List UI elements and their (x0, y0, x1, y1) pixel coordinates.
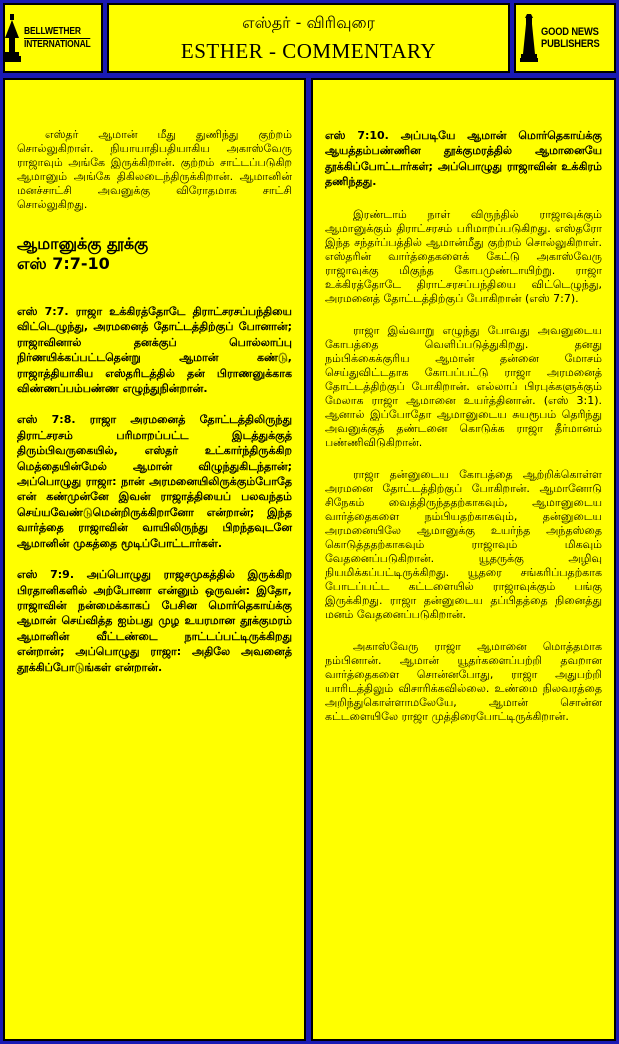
intro-paragraph: எஸ்தர் ஆமான் மீது துணிந்து குற்றம் சொல்லுகிறாள். நியாயாதிபதியாகிய அகாஸ்வேரு ராஜாவும் அங்கே இருக்கிறான். குற்றம் சாட்டப்படுகிற ஆமானும் அங்கே திகிலடைந்திருக்கிறான். ஆமானின் மனச்சாட்சி அவனுக்கு விரோதமாக சாட்சி சொல்லுகிறது. (17, 128, 292, 211)
section-heading (17, 234, 292, 274)
right-column (311, 78, 616, 1041)
commentary-paragraph-4: அகாஸ்வேரு ராஜா ஆமானை மொத்தமாக நம்பினான். ஆமான் யூதர்களைப்பற்றி தவறான வார்த்தைகளை சொன்னபோது, ராஜா அதுபற்றி யாரிடத்திலும் விசாரிக்கவில்லை. உண்மை நிலவரத்தை அறிந்துகொள்ளாமலேயே, ஆமான் சொன்ன கட்டளையிலே ராஜா முத்திரைபோட்டிருக்கிறான். (325, 639, 602, 723)
right-logo-line1: GOOD NEWS (541, 26, 599, 38)
commentary-paragraph-3: ராஜா தன்னுடைய கோபத்தை ஆற்றிக்கொள்ள அரமனை தோட்டத்திற்குப் போகிறான். ஆமானோடு சிநேகம் வைத்திருந்ததற்காகவும், ஆமானுடைய வார்த்தைகளை நம்பியதற்காகவும், தன்னுடைய அரமனையிலே ஆமானுக்கு உயர்ந்த அந்தஸ்தை கொடுத்ததற்காகவும் ராஜாவும் மிகவும் வேதனைப்படுகிறான். யூதருக்கு அழிவு நியமிக்கப்பட்டிருக்கிறது. யூதரை சங்கரிப்பதற்காக போடப்பட்ட கட்டளையில் ராஜாவுக்கும் பங்கு இருக்கிறது. ராஜா தன்னுடைய தப்பிதத்தை நினைத்து மனம் வேதனைப்படுகிறான். (325, 467, 602, 621)
title-box (107, 3, 510, 73)
commentary-paragraph-2: ராஜா இவ்வாறு எழுந்து போவது அவனுடைய கோபத்தை வெளிப்படுத்துகிறது. தனது நம்பிக்கைக்குரிய ஆமான் தன்னை மோசம் செய்துவிட்டதாக கோபப்பட்டு ராஜா அரமனைத் தோட்டத்திற்குப் போகிறான். எல்லாப் பிரபுக்களுக்கும் மேலாக ராஜா ஆமானை உயர்த்தினான். (எஸ் 3:1). ஆனால் இப்போதோ ஆமானுடைய சுயரூபம் தெரிந்து அவனுக்குத் தண்டனை கொடுக்க ராஜா தீர்மானம் பண்ணிவிடுகிறான். (325, 323, 602, 449)
right-logo-line2: PUBLISHERS (541, 38, 600, 50)
bellwether-logo (3, 3, 103, 73)
title-tamil: எஸ்தர் - விரிவுரை (242, 13, 375, 32)
verse-7-10: எஸ் 7:10. அப்படியே ஆமான் மொர்தெகாய்க்கு ஆயத்தம்பண்ணின தூக்குமரத்தில் ஆமானையே தூக்கிப்போட்டார்கள்; அப்பொழுது ராஜாவின் உக்கிரம் தணிந்தது. (325, 129, 602, 189)
lighthouse-icon (520, 14, 538, 62)
left-column (3, 78, 306, 1041)
verse-7-7: எஸ் 7:7. ராஜா உக்கிரத்தோடே திராட்சரசப்பந்தியை விட்டெழுந்து, அரமனைத் தோட்டத்திற்குப் போனான்; ராஜாவினால் தனக்குப் பொல்லாப்பு நிர்ணயிக்கப்பட்டதென்று ஆமான் கண்டு, ராஜாத்தியாகிய எஸ்தரிடத்தில் தன் பிராணனுக்காக விண்ணப்பம்பண்ண எழுந்துநின்றான். (17, 305, 292, 396)
left-logo-line2: INTERNATIONAL (24, 38, 91, 50)
lamp-icon (3, 14, 21, 62)
section-heading-reference: எஸ் 7:7-10 (17, 254, 110, 273)
verse-7-9: எஸ் 7:9. அப்பொழுது ராஜசமுகத்தில் இருக்கிற பிரதானிகளில் அற்போனா என்னும் ஒருவன்: இதோ, ராஜாவின் நன்மைக்காகப் பேசின மொர்தெகாய்க்கு ஆமான் செய்வித்த ஐம்பது முழ உயரமான தூக்குமரம் ஆமானின் வீட்டண்டை நாட்டப்பட்டிருக்கிறது என்றான்; அப்பொழுது ராஜா: அதிலே அவனைத் தூக்கிப்போடுங்கள் என்றான். (17, 568, 292, 674)
good-news-logo (514, 3, 616, 73)
left-logo-line1: BELLWETHER (24, 25, 82, 37)
verse-7-8: எஸ் 7:8. ராஜா அரமனைத் தோட்டத்திலிருந்து திராட்சரசம் பரிமாறப்பட்ட இடத்துக்குத் திரும்பிவருகையில், எஸ்தர் உட்கார்ந்திருக்கிற மெத்தையின்மேல் ஆமான் விழுந்துகிடந்தான்; அப்பொழுது ராஜா: நான் அரமனையிலிருக்கும்போதே என் கண்முன்னே இவன் ராஜாத்தியைப் பலவந்தம் செய்யவேண்டுமென்றிருக்கிறானோ என்றான்; இந்த வார்த்தை ராஜாவின் வாயிலிருந்து பிறந்தவுடனே ஆமானின் முகத்தை மூடிப்போட்டார்கள். (17, 413, 292, 550)
commentary-paragraph-1: இரண்டாம் நாள் விருந்தில் ராஜாவுக்கும் ஆமானுக்கும் திராட்சரசம் பரிமாறப்படுகிறது. எஸ்தரோ இந்த சந்தர்ப்பத்தில் ஆமான்மீது குற்றம் சொல்லுகிறாள். எஸ்தரின் வார்த்தைகளைக் கேட்டு அகாஸ்வேரு ராஜாவுக்கு மிகுந்த கோபமுண்டாயிற்று. ராஜா உக்கிரத்தோடே திராட்சரசப்பந்தியை விட்டெழுந்து, அரமனைத் தோட்டத்திற்குப் போகிறான் (எஸ் 7:7). (325, 207, 602, 305)
section-heading-title: ஆமானுக்கு தூக்கு (17, 234, 149, 253)
title-english: ESTHER - COMMENTARY (180, 39, 437, 63)
